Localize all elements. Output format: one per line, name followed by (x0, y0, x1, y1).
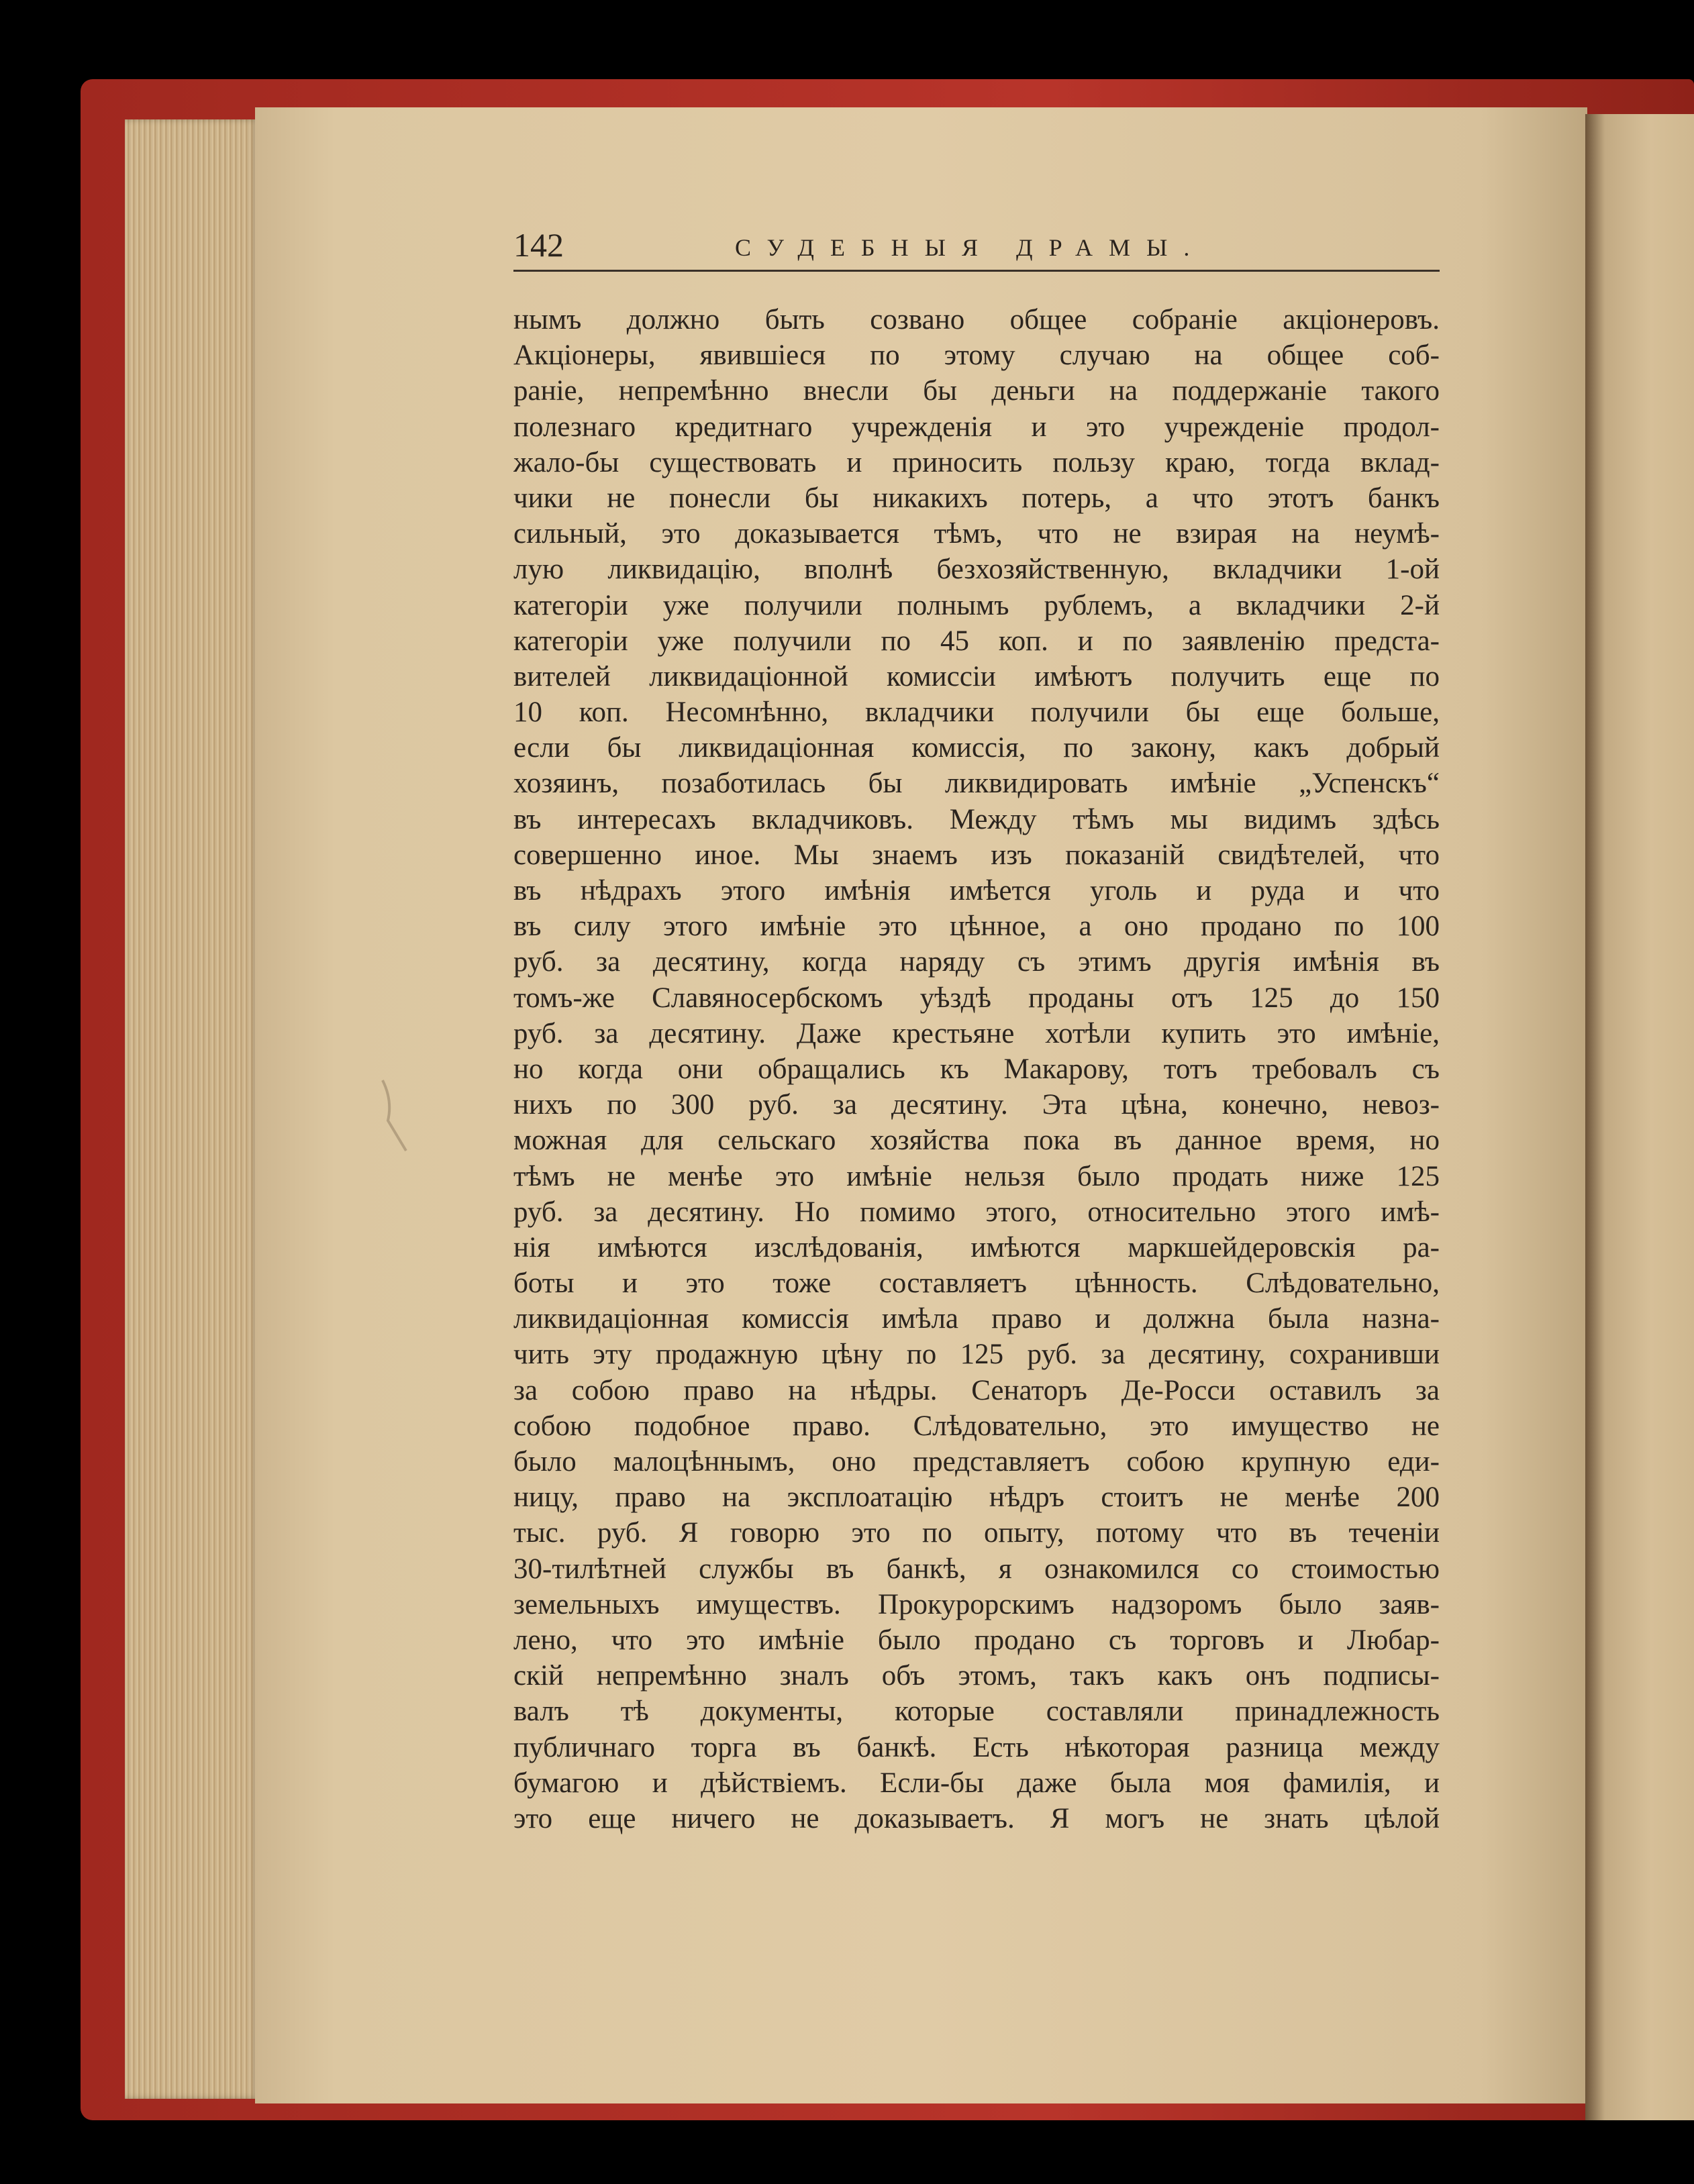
text-line: раніе, непремѣнно внесли бы деньги на поддержаніе такого (513, 375, 1440, 407)
text-line: сильный, это доказывается тѣмъ, что не взирая на неумѣ- (513, 518, 1440, 550)
page-number: 142 (513, 226, 564, 264)
text-line: можная для сельскаго хозяйства пока въ данное время, но (513, 1125, 1440, 1157)
text-line: но когда они обращались къ Макарову, тотъ требовалъ съ (513, 1053, 1440, 1085)
text-line: лую ликвидацію, вполнѣ безхозяйственную, вкладчики 1-ой (513, 554, 1440, 586)
page-smudge (376, 1074, 416, 1154)
text-line: тѣмъ не менѣе это имѣніе нельзя было продать ниже 125 (513, 1160, 1440, 1192)
page-edges (125, 119, 259, 2099)
text-line: нія имѣются изслѣдованія, имѣются маркшейдеровскія ра- (513, 1231, 1440, 1263)
text-line: если бы ликвидаціонная комиссія, по закону, какъ добрый (513, 732, 1440, 764)
text-line: жало-бы существовать и приносить пользу краю, тогда вклад- (513, 446, 1440, 478)
running-title: СУДЕБНЫЯ ДРАМЫ. (735, 234, 1206, 261)
text-line: полезнаго кредитнаго учрежденія и это учрежденіе продол- (513, 411, 1440, 443)
text-line: публичнаго торга въ банкѣ. Есть нѣкоторая разница между (513, 1731, 1440, 1763)
text-line: это еще ничего не доказываетъ. Я могъ не знать цѣлой (513, 1802, 1440, 1834)
page-header (513, 221, 1440, 272)
text-line: чить эту продажную цѣну по 125 руб. за десятину, сохранивши (513, 1339, 1440, 1371)
text-line: ницу, право на эксплоатацію нѣдръ стоитъ не менѣе 200 (513, 1481, 1440, 1514)
text-line: въ интересахъ вкладчиковъ. Между тѣмъ мы видимъ здѣсь (513, 803, 1440, 835)
text-line: ликвидаціонная комиссія имѣла право и должна была назна- (513, 1303, 1440, 1335)
text-line: скій непремѣнно зналъ объ этомъ, такъ какъ онъ подписы- (513, 1660, 1440, 1692)
text-line: собою подобное право. Слѣдовательно, это имущество не (513, 1410, 1440, 1442)
text-line: было малоцѣннымъ, оно представляетъ собою крупную еди- (513, 1446, 1440, 1477)
text-line: 10 коп. Несомнѣнно, вкладчики получили бы еще больше, (513, 696, 1440, 729)
text-line: 30-тилѣтней службы въ банкѣ, я ознакомился со стоимостью (513, 1553, 1440, 1585)
text-line: нымъ должно быть созвано общее собраніе акціонеровъ. (513, 304, 1440, 335)
text-line: земельныхъ имуществъ. Прокурорскимъ надзоромъ было заяв- (513, 1588, 1440, 1620)
text-line: нихъ по 300 руб. за десятину. Эта цѣна, конечно, невоз- (513, 1089, 1440, 1121)
text-line: категоріи уже получили по 45 коп. и по заявленію предста- (513, 625, 1440, 657)
text-line: руб. за десятину, когда наряду съ этимъ другія имѣнія въ (513, 946, 1440, 978)
text-line: лено, что это имѣніе было продано съ торговъ и Любар- (513, 1624, 1440, 1656)
text-line: боты и это тоже составляетъ цѣнность. Слѣдовательно, (513, 1267, 1440, 1300)
text-line: вителей ликвидаціонной комиссіи имѣютъ получить еще по (513, 660, 1440, 692)
text-line: чики не понесли бы никакихъ потерь, а что этотъ банкъ (513, 482, 1440, 514)
text-line: въ силу этого имѣніе это цѣнное, а оно продано по 100 (513, 911, 1440, 943)
text-line: руб. за десятину. Даже крестьяне хотѣли купить это имѣніе, (513, 1017, 1440, 1049)
text-line: за собою право на нѣдры. Сенаторъ Де-Росси оставилъ за (513, 1374, 1440, 1406)
facing-page-edge (1585, 114, 1694, 2120)
text-line: Акціонеры, явившіеся по этому случаю на общее соб- (513, 340, 1440, 372)
text-line: бумагою и дѣйствіемъ. Если-бы даже была моя фамилія, и (513, 1767, 1440, 1799)
text-line: совершенно иное. Мы знаемъ изъ показаній свидѣтелей, что (513, 839, 1440, 871)
text-line: томъ-же Славяносербскомъ уѣздѣ проданы отъ 125 до 150 (513, 982, 1440, 1014)
text-line: руб. за десятину. Но помимо этого, относительно этого имѣ- (513, 1196, 1440, 1228)
text-line: валъ тѣ документы, которые составляли принадлежность (513, 1696, 1440, 1728)
body-text (513, 302, 1440, 1836)
text-line: тыс. руб. Я говорю это по опыту, потому что въ теченіи (513, 1517, 1440, 1549)
text-line: категоріи уже получили полнымъ рублемъ, а вкладчики 2-й (513, 589, 1440, 621)
text-line: хозяинъ, позаботилась бы ликвидировать имѣніе „Успенскъ“ (513, 768, 1440, 800)
text-line: въ нѣдрахъ этого имѣнія имѣется уголь и руда и что (513, 875, 1440, 906)
